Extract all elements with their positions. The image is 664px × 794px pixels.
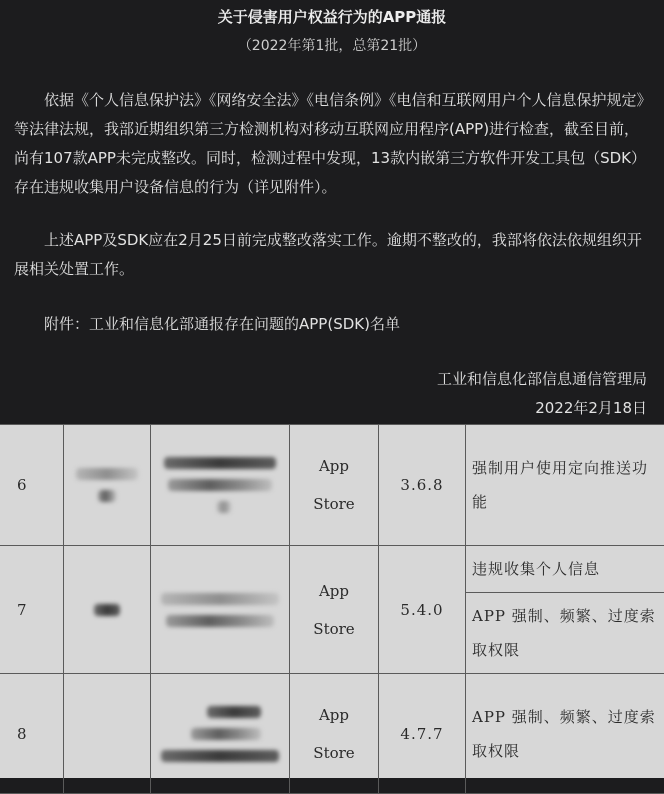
row-number: 7 bbox=[0, 546, 64, 674]
notice-paragraph-1: 依据《个人信息保护法》《网络安全法》《电信条例》《电信和互联网用户个人信息保护规定》等法律法规，我部近期组织第三方检测机构对移动互联网应用程序(APP)进行检查，截至目前，尚有107款APP未完成整改。同时，检测过程中发现，13款内嵌第三方软件开发工具包（SDK）存在违规收集用户设备信息的行为（详见附件）。 bbox=[14, 86, 652, 202]
notice-attachment: 附件：工业和信息化部通报存在问题的APP(SDK)名单 bbox=[14, 310, 652, 339]
app-store-cell bbox=[290, 546, 379, 674]
redacted-developer bbox=[151, 674, 290, 794]
notice-signature: 工业和信息化部信息通信管理局 bbox=[437, 368, 647, 389]
table-row bbox=[0, 674, 664, 794]
store-label-line1: App bbox=[290, 447, 378, 485]
redacted-app-name bbox=[64, 425, 151, 546]
store-label-line2: Store bbox=[290, 610, 378, 648]
store-label-line1: App bbox=[290, 572, 378, 610]
app-list-table bbox=[0, 424, 664, 794]
redacted-developer bbox=[151, 546, 290, 674]
app-version: 4.7.7 bbox=[379, 674, 466, 794]
table-row bbox=[0, 425, 664, 546]
notice-subtitle: （2022年第1批，总第21批） bbox=[0, 35, 664, 55]
store-label-line2: Store bbox=[290, 734, 378, 772]
app-list-table-area bbox=[0, 424, 664, 778]
redacted-app-name bbox=[64, 546, 151, 674]
notice-date: 2022年2月18日 bbox=[535, 397, 647, 418]
store-label-line2: Store bbox=[290, 485, 378, 523]
issue-description: APP 强制、频繁、过度索取权限 bbox=[466, 674, 664, 794]
app-version: 3.6.8 bbox=[379, 425, 466, 546]
issue-description: APP 强制、频繁、过度索取权限 bbox=[466, 593, 664, 674]
issue-description: 强制用户使用定向推送功能 bbox=[466, 425, 664, 546]
notice-paragraph-2: 上述APP及SDK应在2月25日前完成整改落实工作。逾期不整改的，我部将依法依规组织开展相关处置工作。 bbox=[14, 226, 652, 284]
app-store-cell bbox=[290, 425, 379, 546]
notice-title: 关于侵害用户权益行为的APP通报 bbox=[0, 6, 664, 27]
table-row bbox=[0, 546, 664, 593]
redacted-app-name bbox=[64, 674, 151, 794]
row-number: 6 bbox=[0, 425, 64, 546]
row-number: 8 bbox=[0, 674, 64, 794]
issue-description: 违规收集个人信息 bbox=[466, 546, 664, 593]
store-label-line1: App bbox=[290, 696, 378, 734]
app-version: 5.4.0 bbox=[379, 546, 466, 674]
redacted-developer bbox=[151, 425, 290, 546]
app-store-cell bbox=[290, 674, 379, 794]
